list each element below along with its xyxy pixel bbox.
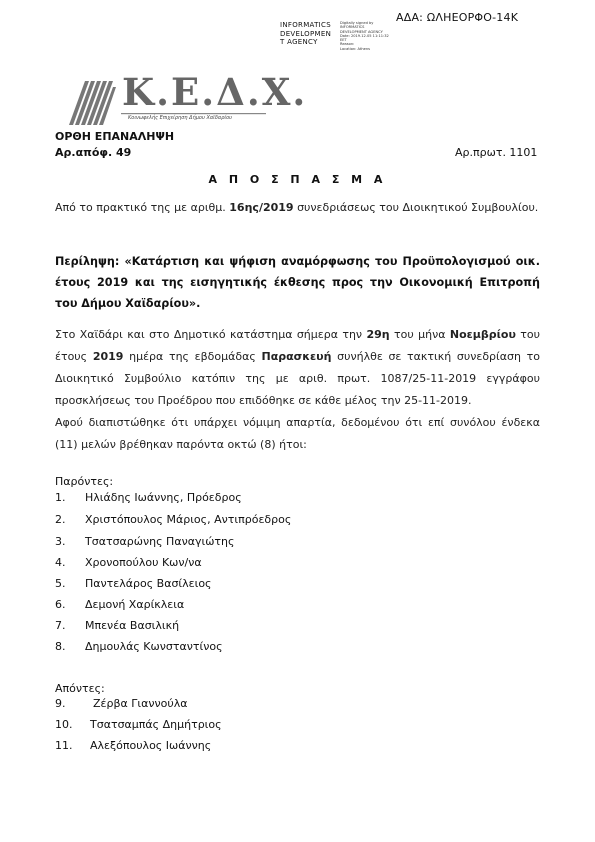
orthi-epanalipsi: ΟΡΘΗ ΕΠΑΝΑΛΗΨΗ — [55, 130, 175, 143]
protocol-number: Αρ.πρωτ. 1101 — [455, 146, 538, 159]
logo-title: Κ.Ε.Δ.Χ. — [122, 70, 308, 114]
stamp-detail: Digitally signed by — [340, 21, 374, 25]
logo-subtitle: Κοινωφελής Επιχείρηση Δήμου Χαϊδαρίου — [128, 115, 233, 121]
signature-stamp — [280, 21, 331, 47]
stamp-line: INFORMATICS — [280, 21, 331, 29]
meeting-weekday: Παρασκευή — [261, 350, 332, 363]
meeting-text: ημέρα της εβδομάδας — [123, 350, 262, 363]
intro-text: συνεδριάσεως του Διοικητικού Συμβουλίου. — [293, 201, 539, 214]
stamp-line: DEVELOPMEN — [280, 29, 332, 38]
meeting-text: συνήλθε σε τακτική συνεδρίαση το Διοικητικό Συμβούλιο κατόπιν της με αριθ. πρωτ. 1087/25-11-2019 εγγράφου προσκλήσεως του Προέδρου που επιδόθηκε σε κάθε μέλος την 25-11-2019. — [55, 350, 540, 407]
stamp-detail: Date: 2019.12.05 11:11:32 — [340, 33, 389, 38]
document-title: Α Π Ο Σ Π Α Σ Μ Α — [208, 173, 387, 186]
meeting-text: Στο Χαϊδάρι και στο Δημοτικό κατάστημα σήμερα την — [55, 328, 367, 341]
absent-label: Απόντες: — [55, 682, 105, 695]
stamp-detail: EET — [340, 38, 347, 43]
ada-code: ΑΔΑ: ΩΛΗΕΟΡΦΟ-14Κ — [396, 11, 519, 24]
stamp-detail: INFORMATICS — [340, 25, 365, 30]
stamp-detail: Location: Athens — [340, 46, 370, 51]
stamp-line: T AGENCY — [280, 38, 318, 46]
subject-summary: Περίληψη: «Κατάρτιση και ψήφιση αναμόρφωσης του Προϋπολογισμού οικ. έτους 2019 και της εισηγητικής έκθεσης προς την Οικονομική Επιτροπή του Δήμου Χαϊδαρίου». — [55, 255, 540, 310]
meeting-year: 2019 — [92, 350, 124, 363]
quorum-paragraph: Αφού διαπιστώθηκε ότι υπάρχει νόμιμη απαρτία, δεδομένου ότι επί συνόλου ένδεκα (11) μελών βρέθηκαν παρόντα οκτώ (8) ήτοι: — [55, 416, 540, 451]
stamp-detail: Reason: — [340, 42, 355, 47]
stamp-detail: DEVELOPMENT AGENCY — [340, 29, 383, 34]
present-label: Παρόντες: — [55, 475, 114, 488]
meeting-text: του έτους — [55, 328, 540, 363]
decision-number: Αρ.απόφ. 49 — [55, 146, 132, 159]
meeting-month: Νοεμβρίου — [449, 328, 516, 341]
meeting-number: 16ης/2019 — [229, 201, 294, 214]
meeting-day: 29η — [366, 328, 390, 341]
meeting-text: του μήνα — [389, 328, 450, 341]
intro-text: Από το πρακτικό της με αριθμ. — [55, 201, 230, 214]
intro-paragraph — [55, 197, 540, 219]
meeting-paragraph — [55, 324, 540, 412]
signature-details — [340, 21, 389, 51]
